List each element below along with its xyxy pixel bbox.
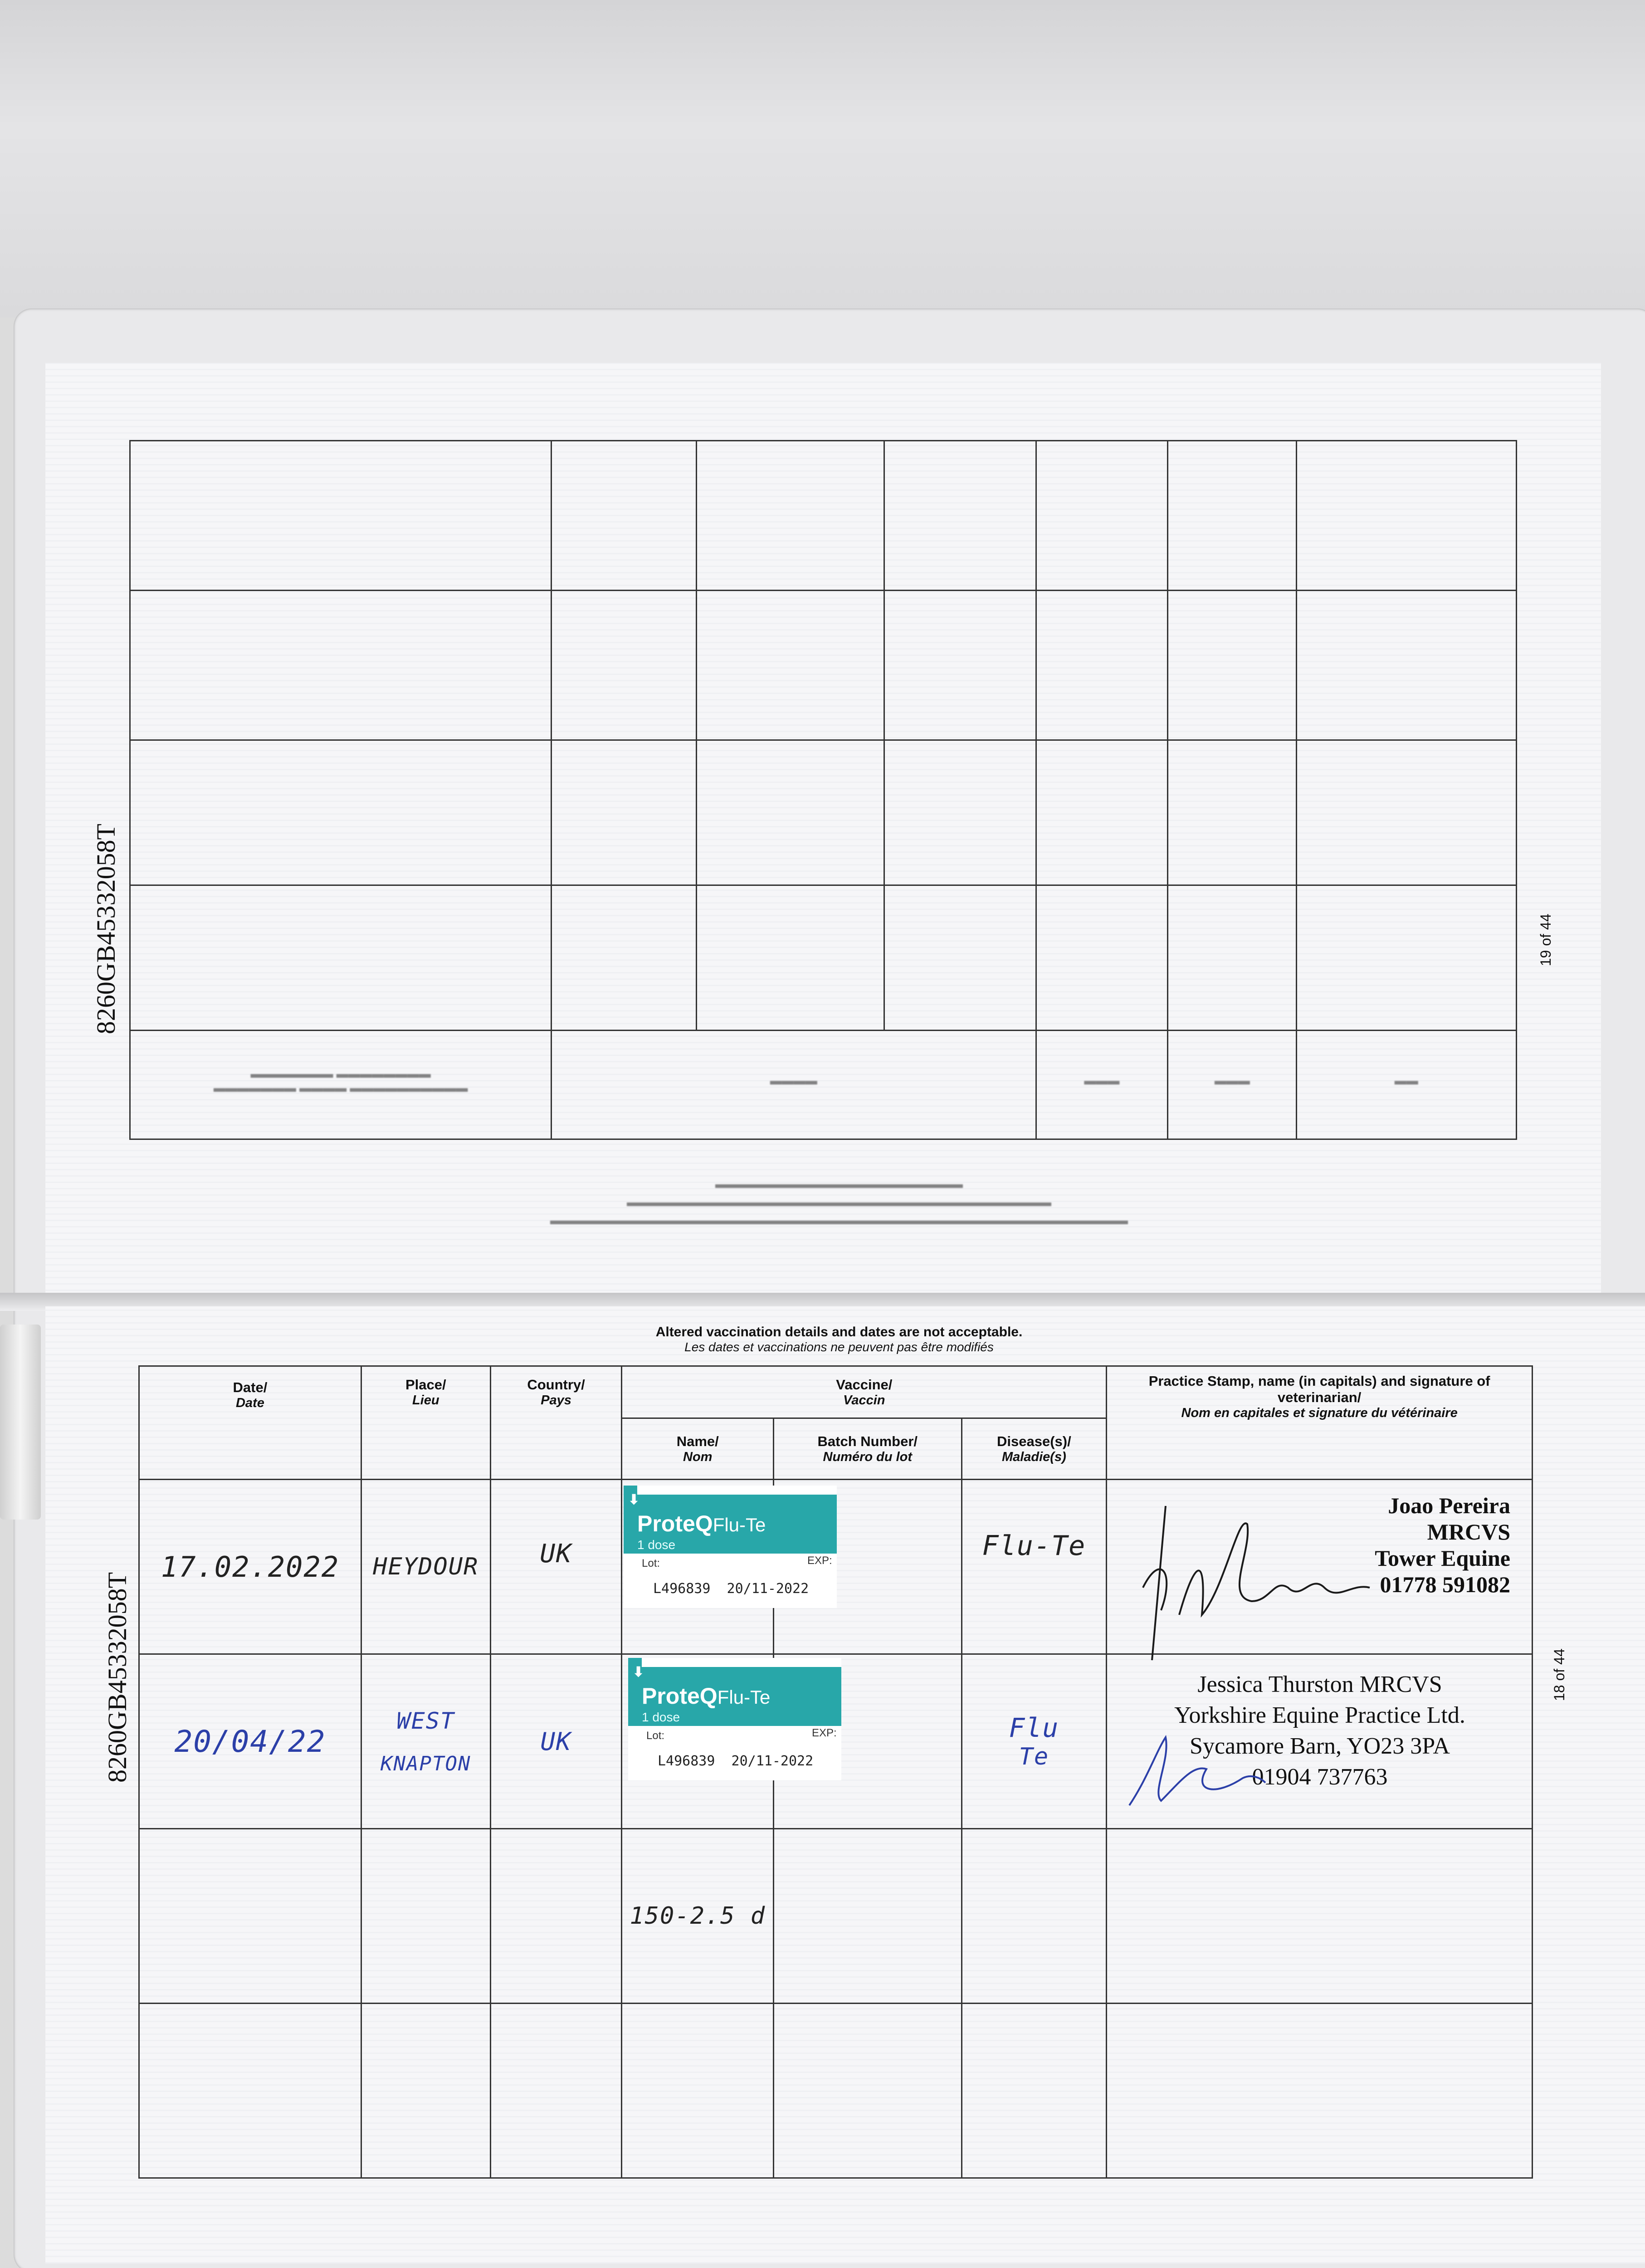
mirrored-header-place: ▬▬▬ xyxy=(1167,1031,1297,1139)
arrow-icon: ⬇ xyxy=(633,1665,644,1680)
arrow-icon: ⬇ xyxy=(628,1492,640,1507)
vet-signature-1 xyxy=(1134,1497,1374,1678)
header-batch: Batch Number/ Numéro du lot xyxy=(774,1418,962,1480)
passport-id-top: 8260GB45332058T xyxy=(91,824,121,1034)
page-number-bottom: 18 of 44 xyxy=(1551,1648,1567,1701)
vaccine-label-1 xyxy=(624,1486,837,1608)
row3-note-cell: 150-2.5 d xyxy=(622,1829,774,2004)
header-date: Date/ Date xyxy=(139,1366,361,1480)
notice-fr: Les dates et vaccinations ne peuvent pas être modifiés xyxy=(684,1340,994,1354)
label-exp: EXP: xyxy=(807,1554,832,1567)
row1-place: HEYDOUR xyxy=(361,1480,490,1654)
header-country: Country/ Pays xyxy=(490,1366,622,1480)
vaccine-label-2 xyxy=(628,1658,841,1780)
row1-disease: Flu-Te xyxy=(962,1480,1107,1654)
row2-disease: Flu Te xyxy=(962,1654,1107,1829)
spine-tab xyxy=(0,1325,41,1520)
row2-date: 20/04/22 xyxy=(139,1654,361,1829)
passport-id-bottom: 8260GB45332058T xyxy=(103,1572,132,1783)
table-row xyxy=(139,1829,1533,2004)
header-disease: Disease(s)/ Maladie(s) xyxy=(962,1418,1107,1480)
label-batch: L496839 20/11-2022 xyxy=(658,1753,814,1769)
header-stamp: Practice Stamp, name (in capitals) and signature of veterinarian/ Nom en capitales et signature du vétérinaire xyxy=(1107,1366,1533,1480)
mirrored-notice: ▬▬▬▬▬▬▬▬▬▬▬▬▬▬▬▬▬▬▬▬▬▬▬▬▬▬▬▬▬▬▬▬▬▬▬▬▬▬▬▬▬▬▬▬▬▬▬▬▬ ▬▬▬▬▬▬▬▬▬▬▬▬▬▬▬▬▬▬▬▬▬▬▬▬▬▬▬▬▬▬▬▬▬▬▬▬ ▬▬▬▬▬▬▬▬▬▬▬▬▬▬▬▬▬▬▬▬▬ xyxy=(550,1182,1128,1232)
label-batch: L496839 20/11-2022 xyxy=(653,1581,809,1597)
header-name: Name/ Nom xyxy=(622,1418,774,1480)
row1-country: UK xyxy=(490,1480,622,1654)
label-exp: EXP: xyxy=(812,1727,837,1739)
header-vaccine: Vaccine/ Vaccin xyxy=(622,1366,1107,1418)
label-dose: 1 dose xyxy=(637,1538,676,1552)
row1-date: 17.02.2022 xyxy=(139,1480,361,1654)
notice-en: Altered vaccination details and dates are not acceptable. xyxy=(655,1325,1023,1339)
mirrored-header-country: ▬▬▬ xyxy=(1036,1031,1167,1139)
label-lot: Lot: xyxy=(642,1557,660,1569)
alteration-notice xyxy=(499,1325,1179,1354)
table-row xyxy=(139,2004,1533,2178)
label-dose: 1 dose xyxy=(642,1710,680,1724)
mirrored-header-date: ▬▬ xyxy=(1297,1031,1517,1139)
vaccination-table-upside-down xyxy=(129,440,1517,1140)
mirrored-header-vaccine: ▬▬▬▬ xyxy=(552,1031,1036,1139)
page-number-top: 19 of 44 xyxy=(1538,914,1554,966)
vet-stamp-2: Jessica Thurston MRCVS Yorkshire Equine Practice Ltd. Sycamore Barn, YO23 3PA 01904 737763 xyxy=(1174,1672,1465,1790)
scanner-background xyxy=(0,0,1645,318)
vet-signature-2 xyxy=(1125,1724,1270,1814)
row2-place: WEST KNAPTON xyxy=(361,1654,490,1829)
header-place: Place/ Lieu xyxy=(361,1366,490,1480)
page-19 xyxy=(45,363,1601,1297)
row2-country: UK xyxy=(490,1654,622,1829)
mirrored-header-stamp: ▬▬▬▬▬▬▬▬▬▬ ▬▬▬▬ ▬▬▬▬▬▬▬ ▬▬▬▬▬▬▬▬ ▬▬▬▬▬▬▬ xyxy=(130,1031,552,1139)
label-brand: ProteQFlu-Te xyxy=(642,1683,771,1709)
label-lot: Lot: xyxy=(646,1730,665,1742)
vet-stamp-1: Joao Pereira MRCVS Tower Equine 01778 591082 xyxy=(1375,1493,1510,1597)
label-brand: ProteQFlu-Te xyxy=(637,1511,766,1536)
